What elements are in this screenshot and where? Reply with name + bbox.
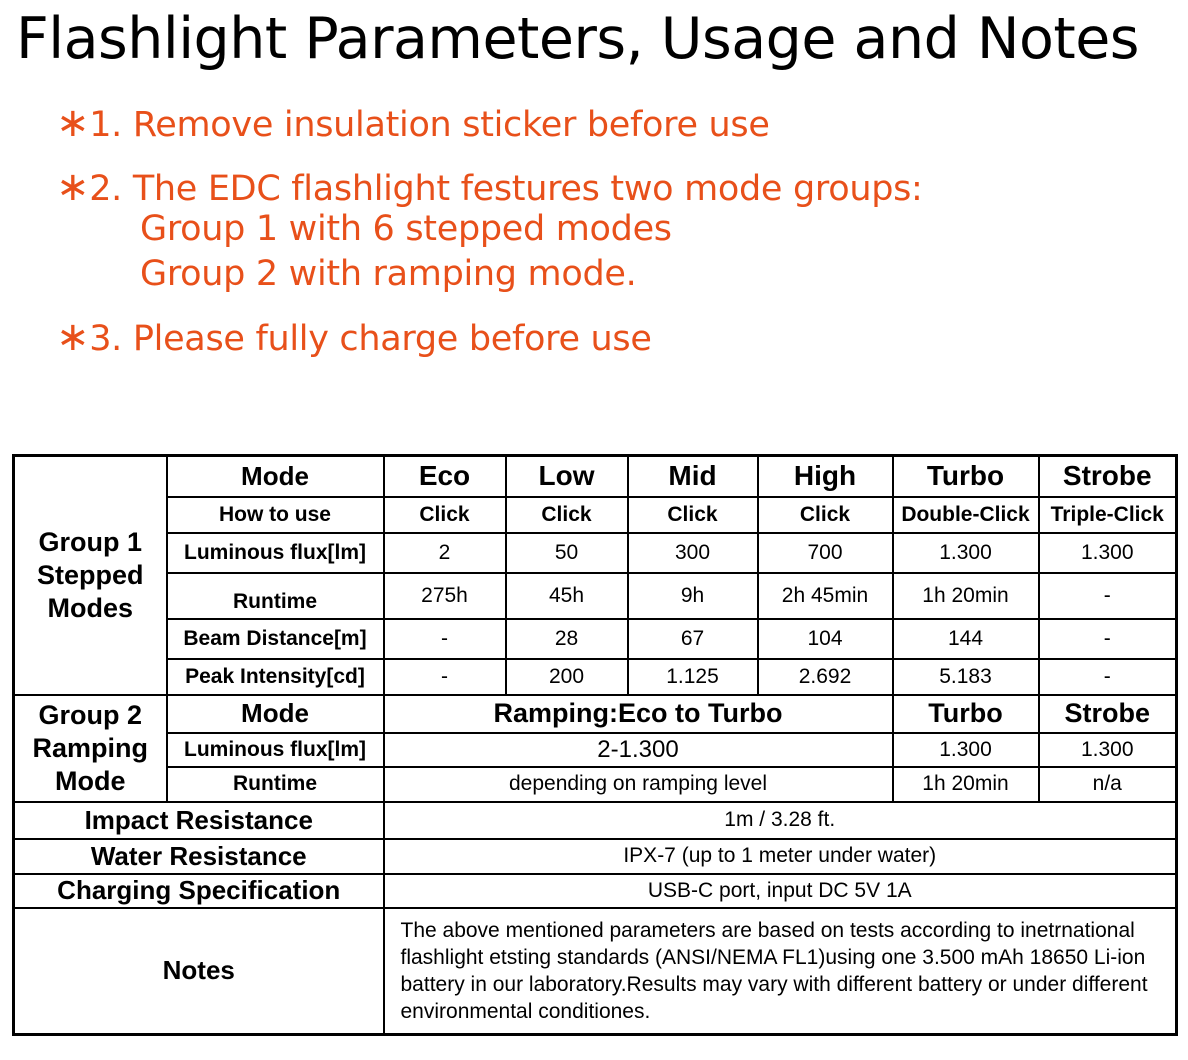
table-cell: 1.125 (628, 659, 758, 695)
impact-value: 1m / 3.28 ft. (384, 802, 1177, 839)
asterisk-icon: ∗ (56, 164, 90, 210)
table-row (14, 733, 1177, 767)
group2-strobe-header: Strobe (1039, 695, 1177, 733)
notes-text: The above mentioned parameters are based on tests according to inetrnational flashlight etsting standards (ANSI/NEMA FL1)using one 3.500 mAh 18650 Li-ion battery in our laboratory.Results may vary with different battery or under different environmental conditiones. (384, 908, 1177, 1035)
table-cell: 144 (893, 619, 1039, 659)
note-3-text: 3. Please fully charge before use (89, 319, 652, 359)
table-cell: - (384, 659, 506, 695)
mode-high: High (758, 456, 893, 497)
water-label: Water Resistance (14, 839, 384, 874)
table-cell: 2h 45min (758, 573, 893, 619)
group2-mode-row (14, 695, 1177, 733)
table-cell: 200 (506, 659, 628, 695)
mode-header: Mode (167, 456, 384, 497)
table-cell: 1.300 (1039, 533, 1177, 573)
group2-runtime-ramp: depending on ramping level (384, 767, 893, 802)
group2-label: Group 2 Ramping Mode (14, 695, 167, 802)
table-row (14, 839, 1177, 874)
table-cell: Click (628, 497, 758, 533)
table-row (14, 573, 1177, 619)
group2-flux-strobe: 1.300 (1039, 733, 1177, 767)
table-cell: - (1039, 659, 1177, 695)
table-cell: Triple-Click (1039, 497, 1177, 533)
table-cell: 67 (628, 619, 758, 659)
ramping-header: Ramping:Eco to Turbo (384, 695, 893, 733)
mode-mid: Mid (628, 456, 758, 497)
mode-strobe: Strobe (1039, 456, 1177, 497)
charging-label: Charging Specification (14, 874, 384, 908)
group2-flux-label: Luminous flux[lm] (167, 733, 384, 767)
row-label-runtime: Runtime (167, 573, 384, 619)
group2-runtime-label: Runtime (167, 767, 384, 802)
table-cell: Click (758, 497, 893, 533)
note-2 (56, 164, 923, 210)
group2-flux-turbo: 1.300 (893, 733, 1039, 767)
table-row (14, 619, 1177, 659)
note-2-line-3: Group 2 with ramping mode. (140, 254, 637, 294)
table-cell: 700 (758, 533, 893, 573)
mode-low: Low (506, 456, 628, 497)
table-cell: 5.183 (893, 659, 1039, 695)
mode-eco: Eco (384, 456, 506, 497)
table-cell: - (1039, 619, 1177, 659)
note-2-line-2: Group 1 with 6 stepped modes (140, 209, 672, 249)
mode-turbo: Turbo (893, 456, 1039, 497)
table-row (14, 497, 1177, 533)
table-row (14, 802, 1177, 839)
charging-value: USB-C port, input DC 5V 1A (384, 874, 1177, 908)
notes-label: Notes (14, 908, 384, 1035)
table-cell: 300 (628, 533, 758, 573)
table-cell: 1.300 (893, 533, 1039, 573)
row-label-peak-intensity: Peak Intensity[cd] (167, 659, 384, 695)
table-cell: 50 (506, 533, 628, 573)
table-cell: - (1039, 573, 1177, 619)
group2-turbo-header: Turbo (893, 695, 1039, 733)
asterisk-icon: ∗ (56, 100, 90, 146)
table-cell: Double-Click (893, 497, 1039, 533)
impact-label: Impact Resistance (14, 802, 384, 839)
table-row (14, 908, 1177, 1035)
table-row (14, 659, 1177, 695)
table-cell: Click (384, 497, 506, 533)
note-3 (56, 314, 652, 360)
group2-mode-header: Mode (167, 695, 384, 733)
table-cell: 2 (384, 533, 506, 573)
row-label-beam-distance: Beam Distance[m] (167, 619, 384, 659)
group2-flux-ramp: 2-1.300 (384, 733, 893, 767)
table-cell: Click (506, 497, 628, 533)
note-1-text: 1. Remove insulation sticker before use (89, 105, 770, 145)
table-cell: 275h (384, 573, 506, 619)
table-row (14, 533, 1177, 573)
table-cell: 104 (758, 619, 893, 659)
page-title: Flashlight Parameters, Usage and Notes (16, 6, 1140, 72)
table-cell: 1h 20min (893, 573, 1039, 619)
group1-label: Group 1 Stepped Modes (14, 456, 167, 695)
asterisk-icon: ∗ (56, 314, 90, 360)
row-label-luminous-flux: Luminous flux[lm] (167, 533, 384, 573)
group2-runtime-turbo: 1h 20min (893, 767, 1039, 802)
table-row (14, 767, 1177, 802)
group2-runtime-strobe: n/a (1039, 767, 1177, 802)
group1-mode-row (14, 456, 1177, 497)
note-2-text: 2. The EDC flashlight festures two mode groups: (89, 169, 923, 209)
row-label-how-to-use: How to use (167, 497, 384, 533)
spec-table (12, 454, 1178, 1036)
water-value: IPX-7 (up to 1 meter under water) (384, 839, 1177, 874)
table-cell: 45h (506, 573, 628, 619)
table-cell: 2.692 (758, 659, 893, 695)
table-row (14, 874, 1177, 908)
table-cell: 9h (628, 573, 758, 619)
note-1 (56, 100, 770, 146)
table-cell: - (384, 619, 506, 659)
table-cell: 28 (506, 619, 628, 659)
